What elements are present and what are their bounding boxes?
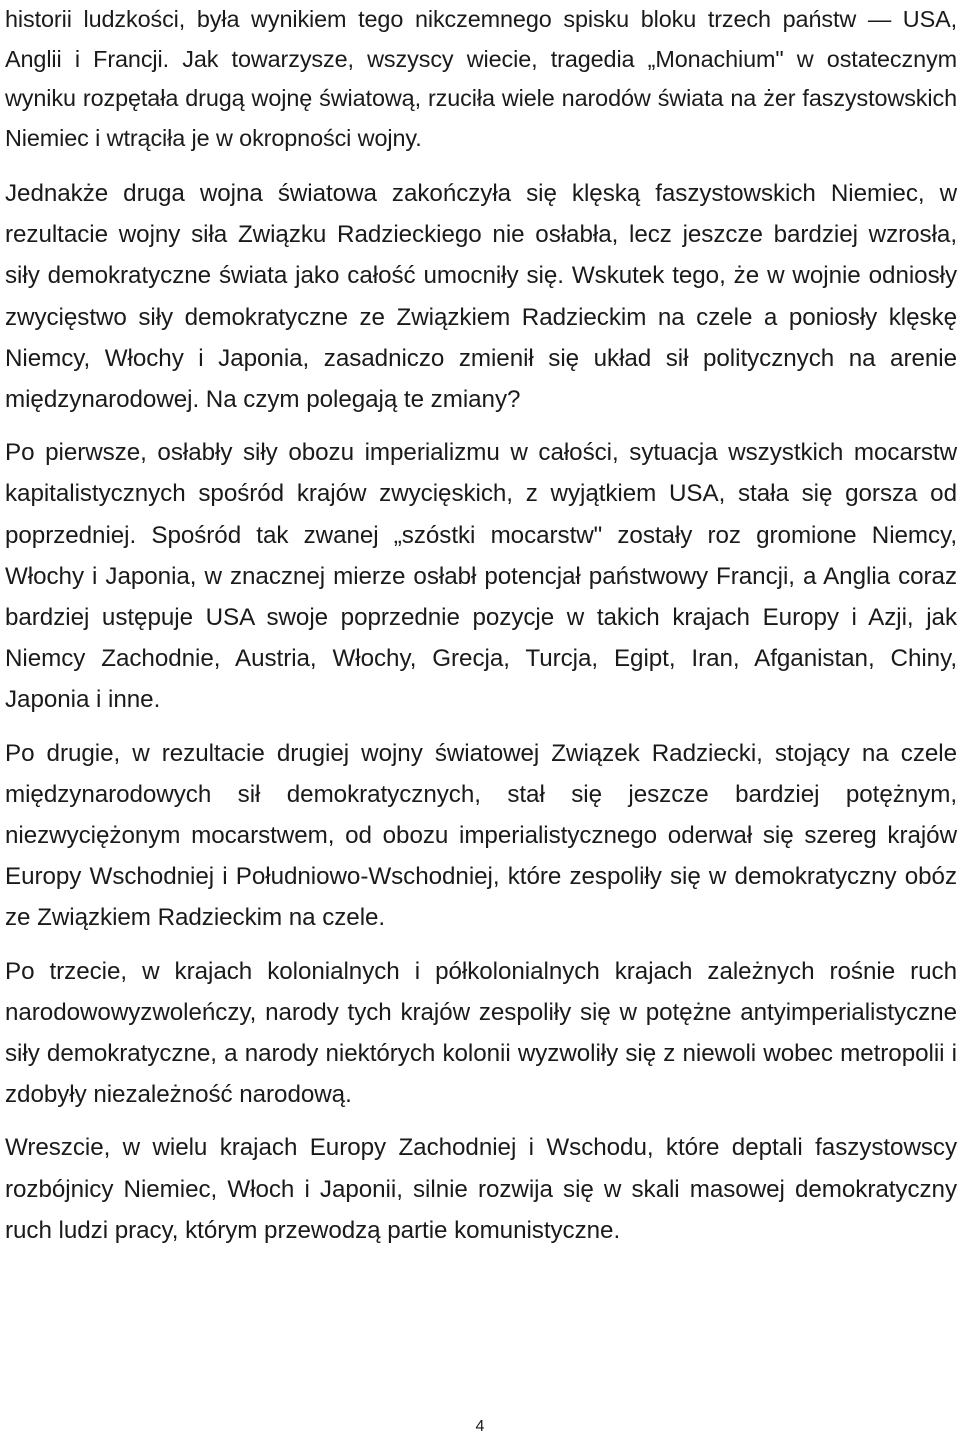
paragraph-second-change: Po drugie, w rezultacie drugiej wojny światowej Związek Radziecki, stojący na czele międzynarodowych sił demokratycznych, stał się jeszcze bardziej potężnym, niezwyciężonym mocarstwem, od obozu imperialistycznego oderwał się szereg krajów Europy Wschodniej i Południowo-Wschodniej, które zespoliły się w demokratyczny obóz ze Związkiem Radzieckim na czele.: [5, 739, 957, 932]
paragraph-intro: historii ludzkości, była wynikiem tego nikczemnego spisku bloku trzech państw — USA, Anglii i Francji. Jak towarzysze, wszyscy wiecie, tragedia „Monachium" w ostatecznym wyniku rozpętała drugą wojnę światową, rzuciła wiele narodów świata na żer faszystowskich Niemiec i wtrąciła je w okropności wojny.: [5, 6, 957, 151]
page-number: 4: [475, 1418, 485, 1435]
paragraph-third-change: Po trzecie, w krajach kolonialnych i półkolonialnych krajach zależnych rośnie ruch narodowowyzwoleńczy, narody tych krajów zespoliły się w potężne antyimperialistyczne siły demokratyczne, a narody niektórych kolonii wyzwoliły się z niewoli wobec metropolii i zdobyły niezależność narodową.: [5, 957, 957, 1109]
paragraph-finally: Wreszcie, w wielu krajach Europy Zachodniej i Wschodu, które deptali faszystowscy rozbójnicy Niemiec, Włoch i Japonii, silnie rozwija się w skali masowej demokratyczny ruch ludzi pracy, którym przewodzą partie komunistyczne.: [5, 1134, 957, 1244]
paragraph-war-outcome: Jednakże druga wojna światowa zakończyła się klęską faszystowskich Niemiec, w rezultacie wojny siła Związku Radzieckiego nie osłabła, lecz jeszcze bardziej wzrosła, siły demokratyczne świata jako całość umocniły się. Wskutek tego, że w wojnie odniosły zwycięstwo siły demokratyczne ze Związkiem Radzieckim na czele a poniosły klęskę Niemcy, Włochy i Japonia, zasadniczo zmienił się układ sił politycznych na arenie międzynarodowej. Na czym polegają te zmiany?: [5, 180, 957, 414]
document-body: [5, 0, 957, 1251]
paragraph-first-change: Po pierwsze, osłabły siły obozu imperializmu w całości, sytuacja wszystkich mocarstw kapitalistycznych spośród krajów zwycięskich, z wyjątkiem USA, stała się gorsza od poprzedniej. Spośród tak zwanej „szóstki mocarstw" zostały roz gromione Niemcy, Włochy i Japonia, w znacznej mierze osłabł potencjał państwowy Francji, a Anglia coraz bardziej ustępuje USA swoje poprzednie pozycje w takich krajach Europy i Azji, jak Niemcy Zachodnie, Austria, Włochy, Grecja, Turcja, Egipt, Iran, Afganistan, Chiny, Japonia i inne.: [5, 439, 957, 714]
